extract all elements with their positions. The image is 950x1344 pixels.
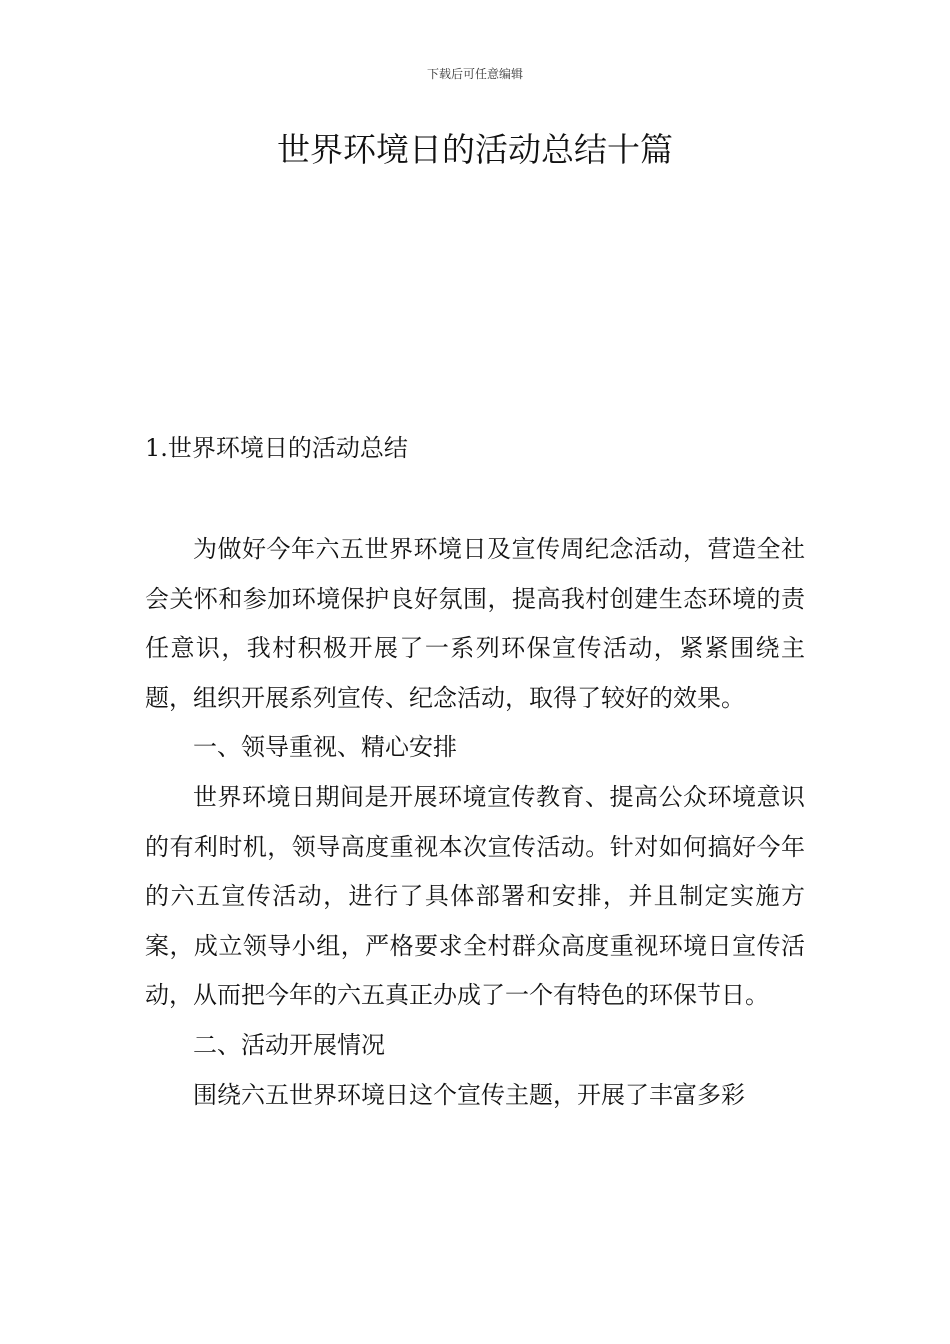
document-body	[145, 525, 805, 1120]
subheading-activities: 二、活动开展情况	[193, 1030, 385, 1059]
subheading-leadership: 一、领导重视、精心安排	[193, 733, 457, 762]
paragraph-activities: 围绕六五世界环境日这个宣传主题，开展了丰富多彩	[193, 1080, 745, 1109]
section-heading: 1.世界环境日的活动总结	[145, 434, 408, 462]
document-title: 世界环境日的活动总结十篇	[277, 130, 673, 169]
paragraph-leadership: 世界环境日期间是开展环境宣传教育、提高公众环境意识的有利时机，领导高度重视本次宣传活动。针对如何搞好今年的六五宣传活动，进行了具体部署和安排，并且制定实施方案，成立领导小组，严格要求全村群众高度重视环境日宣传活动，从而把今年的六五真正办成了一个有特色的环保节日。	[145, 782, 805, 1010]
paragraph-intro: 为做好今年六五世界环境日及宣传周纪念活动，营造全社会关怀和参加环境保护良好氛围，提高我村创建生态环境的责任意识，我村积极开展了一系列环保宣传活动，紧紧围绕主题，组织开展系列宣传、纪念活动，取得了较好的效果。	[145, 535, 805, 712]
page-header-note: 下载后可任意编辑	[426, 67, 523, 81]
